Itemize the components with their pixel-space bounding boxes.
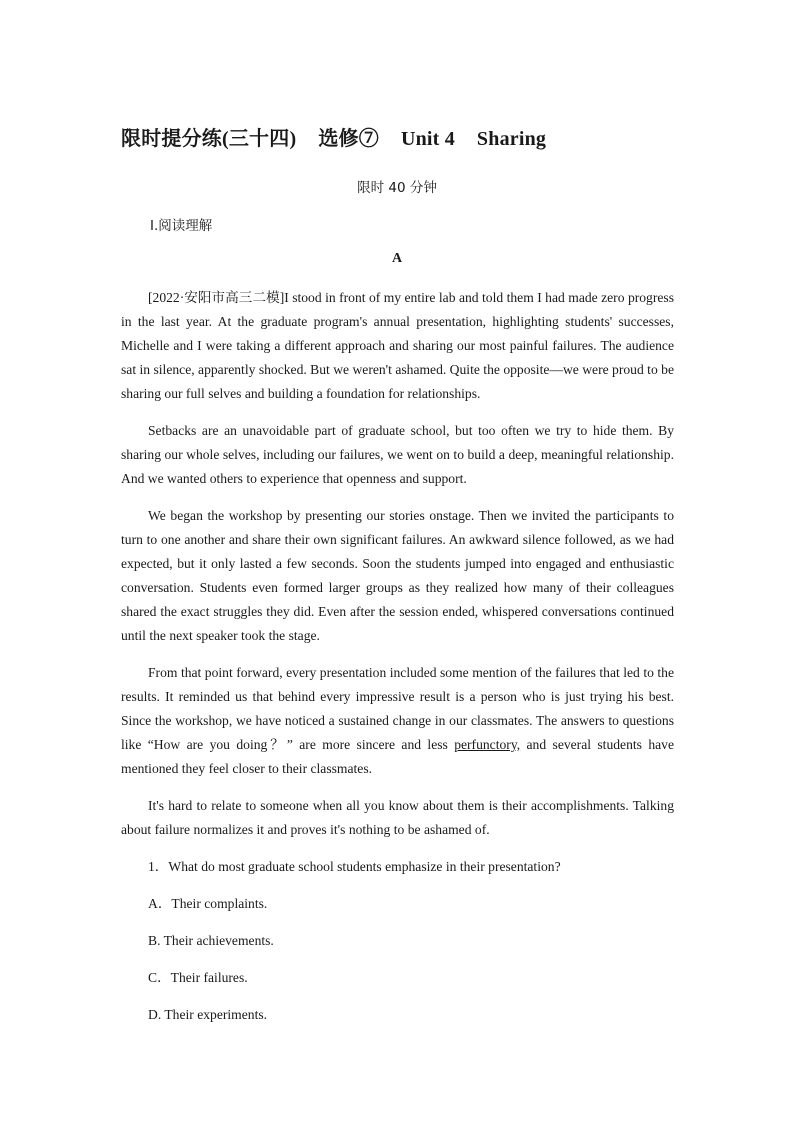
- paragraph-4-after: and several students have mentioned they feel closer to their classmates.: [121, 737, 674, 776]
- option-c: C．Their failures.: [148, 970, 248, 985]
- title-exercise: 限时提分练(三十四): [121, 128, 297, 150]
- passage-body: [121, 286, 674, 1040]
- paragraph-5: It's hard to relate to someone when all you know about them is their accomplishments. Talking about failure normalizes it and proves it's nothing to be ashamed of.: [121, 798, 674, 837]
- title-module: 选修⑦: [318, 128, 379, 150]
- title-topic: Sharing: [476, 128, 547, 150]
- paragraph-4: [121, 661, 674, 781]
- option-b: B. Their achievements.: [148, 933, 274, 948]
- paragraph-3: We began the workshop by presenting our stories onstage. Then we invited the participants to turn to one another and share their own significant failures. An awkward silence followed, as we had expected, but it only lasted a few seconds. Soon the students jumped into engaged and enthusiastic conversation. Students even formed larger groups as they realized how many of their colleagues shared the exact struggles they did. Even after the session ended, whispered conversations continued until the next speaker took the stage.: [121, 508, 674, 643]
- underlined-word: perfunctory,: [454, 737, 521, 752]
- question-1-stem: 1．What do most graduate school students emphasize in their presentation?: [148, 859, 561, 874]
- section-heading: Ⅰ.阅读理解: [150, 218, 213, 234]
- paragraph-1: [2022·安阳市高三二模]I stood in front of my entire lab and told them I had made zero progress in the last year. At the graduate program's annual presentation, highlighting students' successes, Michelle and I were taking a different approach and sharing our most painful failures. The audience sat in silence, apparently shocked. But we weren't ashamed. Quite the opposite—we were proud to be sharing our full selves and building a foundation for relationships.: [121, 290, 674, 401]
- page-title: [121, 122, 568, 151]
- paragraph-4-before: From that point forward, every presentation included some mention of the failures that led to the results. It reminded us that behind every impressive result is a person who is just trying his best. Since the workshop, we have noticed a sustained change in our classmates. The answers to questions like “How are you doing？” are more sincere and less: [121, 665, 674, 752]
- time-limit: 限时 40 分钟: [357, 180, 437, 196]
- option-d: D. Their experiments.: [148, 1007, 268, 1022]
- passage-label: A: [391, 251, 403, 266]
- option-a: A．Their complaints.: [148, 896, 268, 911]
- paragraph-2: Setbacks are an unavoidable part of graduate school, but too often we try to hide them. By sharing our whole selves, including our failures, we went on to build a deep, meaningful relationship. And we wanted others to experience that openness and support.: [121, 423, 674, 486]
- title-unit: Unit 4: [400, 128, 455, 150]
